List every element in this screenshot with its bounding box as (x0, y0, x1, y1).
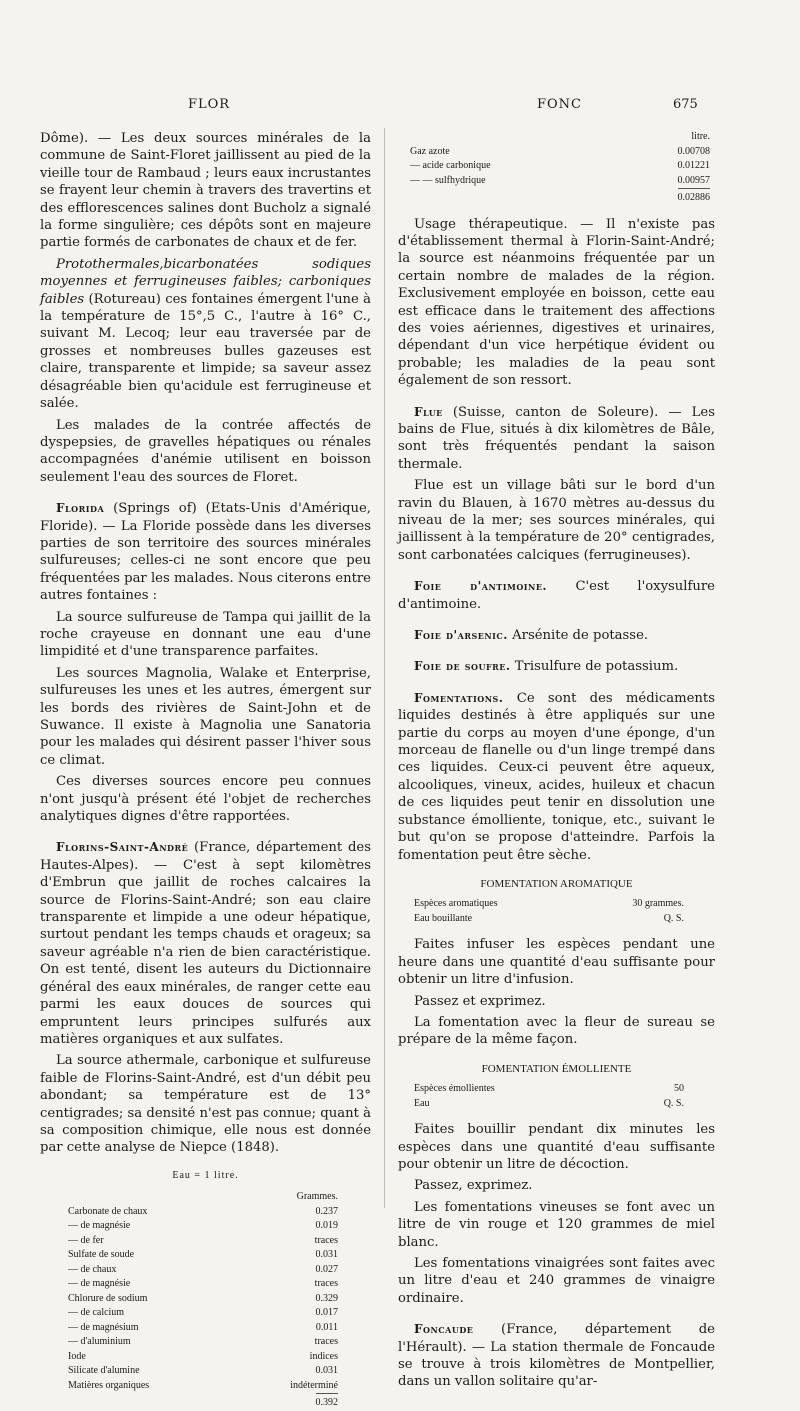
paragraph: Les fomentations vineuses se font avec un litre de vin rouge et 120 grammes de miel blanc. (398, 1199, 715, 1250)
row-value: Q. S. (663, 1097, 684, 1109)
entry-term: Fomentations. (414, 690, 504, 705)
row-value: indices (309, 1350, 338, 1362)
paragraph: Les fomentations vinaigrées sont faites avec un litre d'eau et 240 grammes de vinaigre ordinaire. (398, 1256, 715, 1306)
gas-table (410, 130, 710, 206)
entry-foie-soufre (398, 658, 715, 675)
table-row (410, 159, 710, 174)
table-row (410, 174, 710, 189)
entry-text: (Springs of) (Etats-Unis d'Amérique, Floride). — La Floride possède dans les diverses parties de son territoire des sources minérales sulfureuses; celles-ci ne sont encore que peu fréquentées par les malades. Nous citerons entre autres fontaines : (40, 501, 371, 604)
paragraph: Flue est un village bâti sur le bord d'un ravin du Blauen, à 1670 mètres au-dessus du niveau de la mer; ses sources minérales, qui jaillissent à la température de 20° centigrades, sont carbonatées calciques (ferrugineuses). (398, 478, 715, 563)
entry-text: (France, département de l'Hérault). — La station thermale de Foncaude se trouve à trois kilomètres de Montpellier, dans un vallon solitaire qu'ar- (398, 1322, 715, 1390)
entry-term: Florins-Saint-André (56, 840, 189, 855)
table-caption: Eau = 1 litre. (172, 1169, 239, 1181)
table-row (68, 1277, 338, 1292)
row-value: 0.00708 (677, 145, 710, 157)
row-label: Matières organiques (68, 1379, 150, 1391)
entry-term: Foie de soufre. (414, 659, 511, 674)
entry-text: (Suisse, canton de Soleure). — Les bains de Flue, situés à dix kilomètres de Bâle, sont très fréquentés pendant la saison thermale. (398, 404, 715, 472)
row-label: Espèces aromatiques (414, 898, 498, 910)
paragraph: Faites bouillir pendant dix minutes les espèces dans une quantité d'eau suffisante pour obtenir un litre de décoction. (398, 1122, 715, 1172)
row-value: traces (314, 1234, 338, 1246)
row-value: 0.329 (315, 1292, 338, 1304)
paragraph: Faites infuser les espèces pendant une heure dans une quantité d'eau suffisante pour obtenir un litre d'infusion. (398, 937, 715, 988)
table-row (68, 1335, 338, 1350)
row-value: 0.01221 (677, 160, 710, 171)
row-label: Eau (414, 1097, 430, 1109)
table-row (68, 1306, 338, 1321)
entry-text: Ce sont des médicaments liquides destinés à être appliqués sur une partie du corps au moyen d'une éponge, d'un morceau de flanelle ou d'un linge trempé dans ces liquides. Ceux-ci peuvent être aqueux, alcooliques, vineux, acides, huileux et chacun de ces liquides peut tenir en dissolution une substance émolliente, tonique, etc., suivant le but qu'on se propose d'atteindre. Parfois la fomentation peut être sèche. (398, 690, 715, 863)
left-column (40, 130, 371, 1411)
row-value: Q. S. (663, 912, 684, 924)
table-row (68, 1292, 338, 1307)
row-label: — de magnésie (68, 1278, 131, 1290)
table-unit: Grammes. (296, 1191, 338, 1203)
entry-term: Foie d'arsenic. (414, 628, 508, 643)
row-value: 0.027 (315, 1263, 338, 1275)
paragraph (40, 256, 371, 413)
entry-text: Trisulfure de potassium. (514, 659, 679, 675)
row-value: 0.011 (315, 1321, 338, 1333)
paragraph: Usage thérapeutique. — Il n'existe pas d'établissement thermal à Florin-Saint-André; la source est néanmoins fréquentée par un certain nombre de malades de la région. Exclusivement employée en boisson, cette eau est efficace dans le traitement des affections des voies aériennes, digestives et urinaires, dépendant d'un vice herpétique évident ou probable; les maladies de la peau sont également de son ressort. (398, 216, 715, 389)
row-label: — de calcium (68, 1307, 125, 1319)
entry-term: Florida (56, 501, 105, 516)
entry-foie-arsenic (398, 627, 715, 644)
row-value: 50 (674, 1083, 684, 1095)
row-label: Carbonate de chaux (68, 1205, 148, 1217)
table-row (68, 1350, 338, 1365)
recipe-table (414, 1082, 684, 1111)
row-label: — de magnésie (68, 1220, 131, 1232)
table-row (68, 1219, 338, 1234)
recipe-title: FOMENTATION AROMATIQUE (480, 877, 633, 890)
table-row (68, 1321, 338, 1336)
table-row (68, 1263, 338, 1278)
row-value: 0.00957 (677, 174, 710, 186)
row-label: Iode (68, 1350, 86, 1362)
table-total: 0.02886 (678, 188, 711, 206)
recipe-table (414, 897, 684, 926)
row-label: Gaz azote (410, 145, 450, 157)
table-unit: litre. (691, 131, 710, 142)
entry-flue (398, 404, 715, 474)
table-row (414, 1097, 684, 1112)
table-total: 0.392 (316, 1393, 339, 1411)
entry-text: Arsénite de potasse. (512, 628, 649, 644)
page-number: 675 (673, 97, 698, 112)
entry-text: C'est l'oxysulfure d'antimoine. (398, 579, 715, 612)
table-row (414, 1082, 684, 1097)
right-column (398, 130, 715, 1395)
table-row (68, 1248, 338, 1263)
row-label: Sulfate de soude (68, 1249, 135, 1261)
column-divider (384, 128, 385, 1208)
row-value: 0.017 (315, 1307, 338, 1319)
entry-fomentations (398, 690, 715, 864)
running-header-left: FLOR (188, 97, 231, 112)
entry-term: Foncaude (414, 1322, 474, 1337)
paragraph: Les sources Magnolia, Walake et Enterprise, sulfureuses les unes et les autres, émergent sur les bords des rivières de Saint-John et de Suwance. Il existe à Magnolia une Sanatoria pour les malades qui désirent passer l'hiver sous ce climat. (40, 665, 371, 768)
entry-term: Flue (414, 404, 443, 419)
paragraph: La fomentation avec la fleur de sureau se prépare de la même façon. (398, 1014, 715, 1048)
row-label: Chlorure de sodium (68, 1292, 148, 1304)
entry-term: Foie d'antimoine. (414, 579, 548, 594)
row-value: traces (314, 1336, 338, 1348)
entry-foncaude (398, 1321, 715, 1391)
row-label: Silicate d'alumine (68, 1365, 140, 1377)
row-label: Espèces émollientes (414, 1083, 495, 1095)
entry-florida (40, 500, 371, 604)
table-row (410, 145, 710, 160)
paragraph: Dôme). — Les deux sources minérales de la commune de Saint-Floret jaillissent au pied de la vieille tour de Rambaud ; leurs eaux incrustantes se frayent leur chemin à travers des travertins et des efflorescences salines dont Bucholz a signalé la forme singulière; ces dépôts sont en majeure partie formés de carbonates de chaux et de fer. (40, 131, 371, 251)
table-row (414, 912, 684, 927)
recipe-title: FOMENTATION ÉMOLLIENTE (481, 1062, 632, 1075)
row-value: 30 grammes. (632, 898, 684, 910)
paragraph: Passez et exprimez. (414, 993, 546, 1009)
row-label: — — sulfhydrique (410, 174, 486, 186)
entry-foie-antimoine (398, 578, 715, 613)
entry-text: (France, département des Hautes-Alpes). — C'est à sept kilomètres d'Embrun que jaillit de roches calcaires la source de Florins-Saint-André; son eau claire transparente et limpide a une odeur hépatique, surtout pendant les temps chauds et orageux; sa saveur agréable n'a rien de bien caractéristique. On est tenté, disent les auteurs du Dictionnaire général des eaux minérales, de ranger cette eau parmi les eaux douces de sources qui empruntent leurs principes sulfurés aux matières organiques et aux sulfates. (40, 840, 371, 1047)
paragraph: La source sulfureuse de Tampa qui jaillit de la roche crayeuse en donnant une eau d'une limpidité et d'une transparence parfaites. (40, 609, 371, 660)
row-value: 0.031 (315, 1249, 338, 1261)
table-row (414, 897, 684, 912)
row-value: 0.237 (315, 1205, 338, 1217)
table-row (68, 1205, 338, 1220)
paragraph: Ces diverses sources encore peu connues n'ont jusqu'à présent été l'objet de recherches analytiques dignes d'être rapportées. (40, 774, 371, 825)
row-value: 0.019 (315, 1220, 338, 1232)
row-label: Eau bouillante (414, 912, 473, 924)
row-label: — de chaux (68, 1263, 117, 1275)
row-value: traces (314, 1278, 338, 1290)
italic-phrase: Protothermales,bicarbonatées sodiques moyennes et ferrugineuses faibles; carboniques faibles (40, 256, 371, 307)
row-label: — acide carbonique (410, 160, 491, 171)
analysis-table (68, 1190, 338, 1411)
running-header-middle: FONC (537, 97, 582, 112)
paragraph: Passez, exprimez. (414, 1178, 533, 1194)
paragraph: La source athermale, carbonique et sulfureuse faible de Florins-Saint-André, est d'un débit peu abondant; sa température est de 13° centigrades; sa densité n'est pas connue; quant à sa composition chimique, elle nous est donnée par cette analyse de Niepce (1848). (40, 1053, 371, 1156)
table-row (68, 1234, 338, 1249)
row-value: indéterminé (290, 1379, 338, 1391)
row-label: — de magnésium (68, 1321, 139, 1333)
entry-florins-saint-andre (40, 839, 371, 1048)
row-value: 0.031 (315, 1365, 338, 1377)
table-row (68, 1379, 338, 1394)
paragraph-text: (Rotureau) ces fontaines émergent l'une à la température de 15°,5 C., l'autre à 16° C., suivant M. Lecoq; leur eau traversée par de grosses et nombreuses bulles gazeuses est claire, transparente et limpide; sa saveur assez désagréable bien qu'acidule est ferrugineuse et salée. (40, 291, 371, 412)
paragraph: Les malades de la contrée affectés de dyspepsies, de gravelles hépatiques ou rénales accompagnées d'anémie utilisent en boisson seulement l'eau des sources de Floret. (40, 417, 371, 485)
row-label: — de fer (68, 1234, 104, 1246)
row-label: — d'aluminium (68, 1336, 131, 1348)
table-row (68, 1364, 338, 1379)
